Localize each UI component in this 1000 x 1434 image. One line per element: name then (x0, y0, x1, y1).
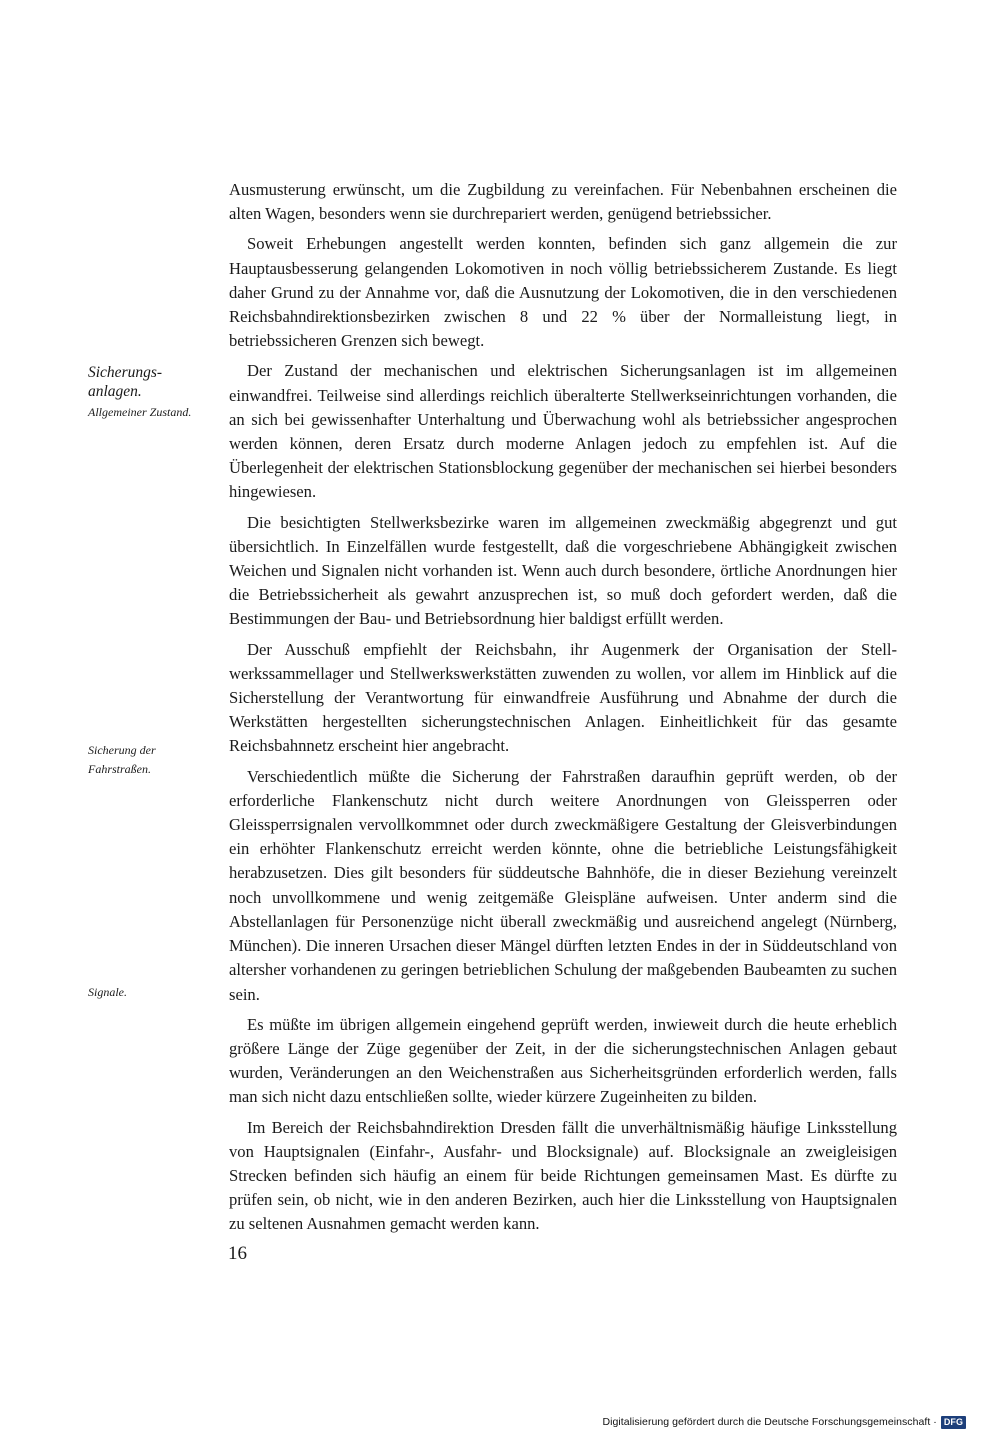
paragraph-dresden: Im Bereich der Reichsbahndirektion Dresden fällt die unverhältnismäßig häufige Linksstellung von Hauptsignalen (Einfahr-, Ausfahr- und Blocksignale) auf. Blocksignale an zweigleisigen Strecken befinden sich häufig an einem für beide Richtungen gemeinsamen Mast. Es dürfte zu prüfen sein, ob nicht, wie in den anderen Bezirken, auch hier die Linksstellung von Hauptsignalen zu seltenen Ausnahmen gemacht werden kann. (229, 1117, 897, 1234)
paragraph-fahrstrassen: Verschiedentlich müßte die Sicherung der Fahrstraßen daraufhin geprüft werden, ob der erforderliche Flankenschutz nicht durch weitere Anordnungen von Gleissperren oder Gleissperrsignalen vervollkommnet oder durch zweckmäßigere Gestaltung der Gleisverbindungen ein erhöhter Flankenschutz erreicht werden könnte, ohne die betriebliche Leistungsfähigkeit herabzusetzen. Dies gilt besonders für süddeutsche Bahnhöfe, die in dieser Beziehung vereinzelt noch unvollkommene und wenig zeitgemäße Gleispläne aufweisen. Unter anderm sind die Abstellanlagen für Personenzüge nicht überall zweckmäßig und ausreichend angelegt (Nürnberg, München). Die inneren Ursachen dieser Mängel dürften letzten Endes in der in Süddeutschland von altersher vorhandenen zu geringen betrieblichen Schulung der maßgebenden Baubeamten zu suchen sein. (229, 766, 897, 1004)
margin-note-line: Fahrstraßen. (88, 762, 151, 776)
margin-note-fahrstrassen (88, 741, 228, 779)
margin-note-line: anlagen. (88, 383, 142, 400)
margin-note-line: Sicherungs- (88, 364, 163, 381)
dfg-logo: DFG (941, 1416, 966, 1429)
margin-note-signale: Signale. (88, 985, 127, 999)
page-number: 16 (228, 1243, 247, 1264)
body-text (229, 178, 897, 1243)
footer (602, 1414, 966, 1430)
paragraph-signale: Es müßte im übrigen allgemein eingehend geprüft werden, inwieweit durch die heute erheblich größere Länge der Züge gegenüber der Zeit, in der die sicherungstechnischen Anlagen gebaut wurden, Veränderungen an den Weichenstraßen aus Sicherheitsgründen erforderlich werden, falls man sich nicht dazu entschließen sollte, wieder kürzere Zugeinheiten zu bilden. (229, 1014, 897, 1107)
paragraph-lokomotiven: Soweit Erhebungen angestellt werden konnten, befinden sich ganz allgemein die zur Hauptausbesserung gelangenden Lokomotiven in noch völlig betriebssicherem Zustande. Es liegt daher Grund zu der Annahme vor, daß die Ausnutzung der Lokomotiven, die in den verschiedenen Reichsbahndirektionsbezirken zwischen 8 und 22 % über der Normalleistung liegt, in betriebssicheren Grenzen sich bewegt. (229, 234, 897, 351)
margin-note-line: Sicherung der (88, 743, 156, 757)
footer-text: Digitalisierung gefördert durch die Deutsche Forschungsgemeinschaft · (602, 1416, 937, 1428)
paragraph-sicherungsanlagen: Der Zustand der mechanischen und elektrischen Sicherungsanlagen ist im allgemeinen einwandfrei. Teilweise sind allerdings reichlich überalterte Stellwerkseinrichtungen vorhanden, die an sich bei gewissenhafter Unterhaltung und Überwachung wohl als betriebssicher angesprochen werden können, deren Ersatz durch moderne Anlagen jedoch zu empfehlen ist. Auf die Überlegenheit der elektrischen Stationsblockung gegenüber der mechanischen sei hierbei besonders hingewiesen. (229, 361, 897, 502)
paragraph-ausmusterung: Ausmusterung erwünscht, um die Zugbildung zu vereinfachen. Für Nebenbahnen erscheinen die alten Wagen, besonders wenn sie durchrepariert werden, genügend betriebssicher. (229, 180, 897, 224)
margin-note-allgemeiner-zustand: Allgemeiner Zustand. (88, 405, 192, 419)
margin-note-sicherungsanlagen (88, 363, 228, 401)
paragraph-ausschuss: Der Ausschuß empfiehlt der Reichsbahn, ihr Augenmerk der Organisation der Stellwerkssammellager und Stellwerkswerkstätten zuwenden zu wollen, vor allem im Hinblick auf die Sicherstellung der Verantwortung für einwandfreie Ausführung und Abnahme der durch die Werkstätten hergestellten sicherungstechnischen Anlagen. Einheitlichkeit für das gesamte Reichsbahnnetz erscheint hier angebracht. (229, 639, 897, 756)
paragraph-stellwerksbezirke: Die besichtigten Stellwerksbezirke waren im allgemeinen zweckmäßig abgegrenzt und gut übersichtlich. In Einzelfällen wurde festgestellt, daß die vorgeschriebene Abhängigkeit zwischen Weichen und Signalen nicht vorhanden ist. Wenn auch durch besondere, örtliche Anordnungen hier die Betriebssicherheit als gewahrt anzusprechen ist, so muß doch gefordert werden, daß die Bestimmungen der Bau- und Betriebsordnung hier baldigst erfüllt werden. (229, 512, 897, 629)
